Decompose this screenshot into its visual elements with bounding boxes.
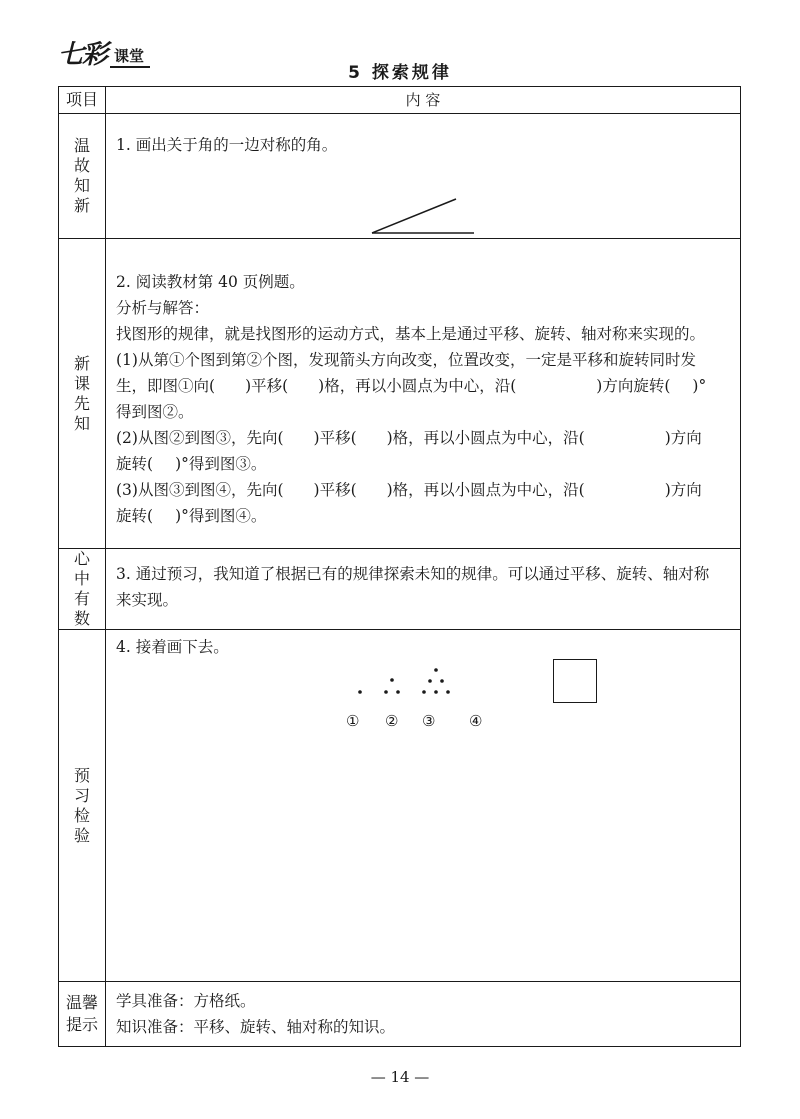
fig3-dot-1: [434, 668, 438, 672]
answer-box[interactable]: [553, 659, 597, 703]
fig3-dot-6: [446, 690, 450, 694]
header-content: 内 容: [106, 87, 741, 114]
preview-q2: 2. 阅读教材第 40 页例题。: [116, 273, 305, 291]
check-content: [106, 630, 741, 982]
preview-p1-line2: 生，即图①向( )平移( )格，再以小圆点为中心，沿( )方向旋转( )°: [116, 377, 707, 395]
logo-main-text: 七彩: [58, 40, 107, 70]
preview-p3-line2: 旋转( )°得到图④。: [116, 507, 267, 525]
heart-row: [59, 549, 741, 630]
fig-label-3: ③: [422, 712, 436, 730]
worksheet-table: [58, 86, 741, 1047]
fig-label-1: ①: [346, 712, 360, 730]
tips-content: [106, 982, 741, 1047]
tips-line2: 知识准备：平移、旋转、轴对称的知识。: [116, 1018, 396, 1036]
fig3-dot-3: [440, 679, 444, 683]
preview-p2-line2: 旋转( )°得到图③。: [116, 455, 267, 473]
fig1-dot: [358, 690, 362, 694]
tips-label: 温馨提示: [59, 982, 106, 1047]
preview-p1-line1: (1)从第①个图到第②个图，发现箭头方向改变，位置改变，一定是平移和旋转同时发: [116, 351, 696, 369]
review-label: 温故知新: [59, 114, 106, 239]
tips-line1: 学具准备：方格纸。: [116, 992, 256, 1010]
fig3-dot-5: [434, 690, 438, 694]
fig2-dot-left: [384, 690, 388, 694]
heart-line1: 3. 通过预习，我知道了根据已有的规律探索未知的规律。可以通过平移、旋转、轴对称: [116, 565, 710, 583]
fig3-dot-2: [428, 679, 432, 683]
preview-analysis: 分析与解答：: [116, 299, 210, 317]
heart-label: 心中有数: [59, 549, 106, 630]
tips-row: [59, 982, 741, 1047]
angle-figure: [368, 195, 478, 235]
preview-p1-line3: 得到图②。: [116, 403, 194, 421]
fig3-dot-4: [422, 690, 426, 694]
preview-row: [59, 239, 741, 549]
table-header-row: [59, 87, 741, 114]
fig2-dot-top: [390, 678, 394, 682]
fig-label-4: ④: [469, 712, 483, 730]
fig-label-2: ②: [385, 712, 399, 730]
heart-line2: 来实现。: [116, 591, 179, 609]
heart-content: [106, 549, 741, 630]
check-row: [59, 630, 741, 982]
review-row: [59, 114, 741, 239]
logo-sub-text: 课堂: [114, 47, 145, 65]
check-label: 预习检验: [59, 630, 106, 982]
fig2-dot-right: [396, 690, 400, 694]
preview-intro: 找图形的规律，就是找图形的运动方式，基本上是通过平移、旋转、轴对称来实现的。: [116, 325, 706, 343]
pattern-figures: [346, 664, 546, 704]
preview-p2-line1: (2)从图②到图③，先向( )平移( )格，再以小圆点为中心，沿( )方向: [116, 429, 702, 447]
page-title: 5 探索规律: [348, 63, 452, 83]
review-content: [106, 114, 741, 239]
preview-content: [106, 239, 741, 549]
header-item: 项目: [59, 87, 106, 114]
check-question: 4. 接着画下去。: [116, 638, 229, 656]
preview-label: 新课先知: [59, 239, 106, 549]
review-question: 1. 画出关于角的一边对称的角。: [116, 136, 338, 154]
angle-slant-ray: [372, 199, 456, 233]
preview-p3-line1: (3)从图③到图④，先向( )平移( )格，再以小圆点为中心，沿( )方向: [116, 481, 702, 499]
page-number: — 14 —: [370, 1068, 430, 1086]
